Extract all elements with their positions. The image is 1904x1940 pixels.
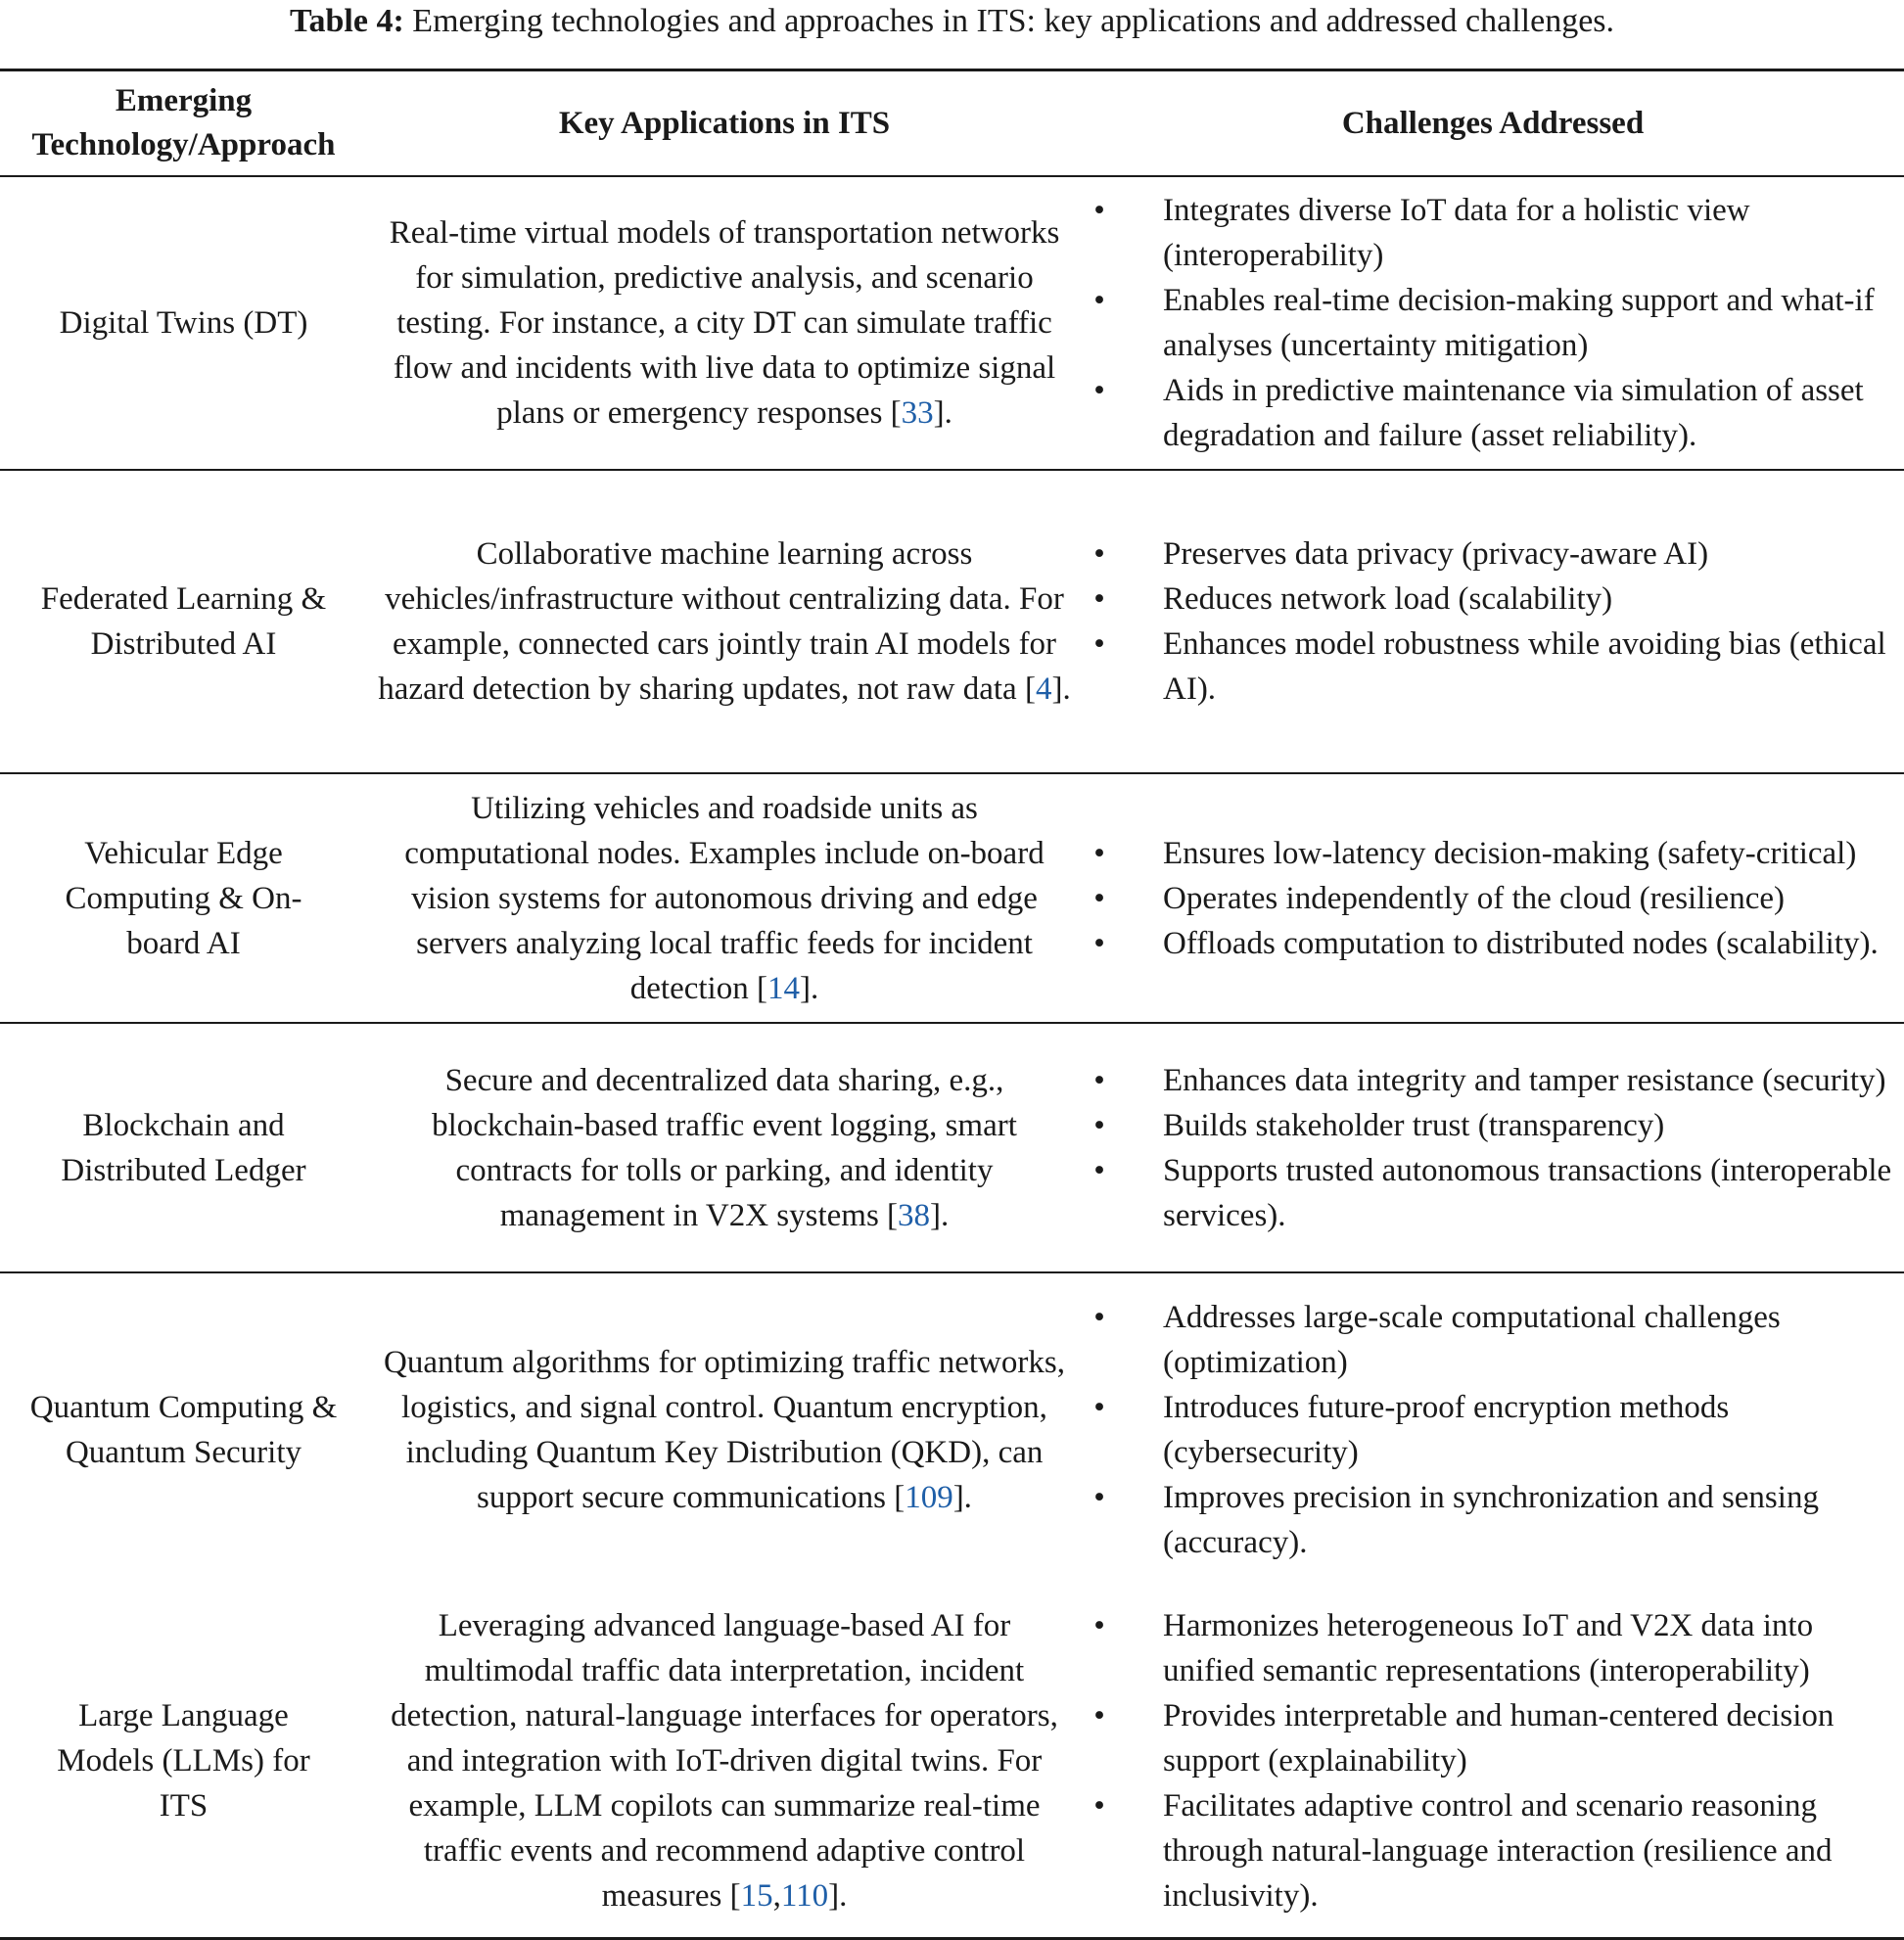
challenges-list: [1082, 831, 1894, 966]
challenge-text: Improves precision in synchronization and sensing (accuracy).: [1163, 1479, 1819, 1560]
application-cell: [367, 176, 1082, 470]
table-row: [0, 773, 1904, 1023]
challenge-text: Operates independently of the cloud (resilience): [1163, 880, 1785, 916]
application-text-end: ].: [799, 970, 819, 1006]
challenge-item: [1082, 278, 1894, 368]
challenge-item: [1082, 1783, 1894, 1918]
table-row: [0, 1586, 1904, 1938]
table-body: [0, 176, 1904, 1938]
application-text-end: ].: [952, 1479, 972, 1515]
caption-label: Table 4:: [289, 3, 404, 39]
bullet-icon: •: [1093, 1479, 1105, 1515]
challenge-text: Aids in predictive maintenance via simulation of asset degradation and failure (asset reliability).: [1163, 373, 1864, 453]
bullet-icon: •: [1093, 626, 1105, 662]
table-row: [0, 1023, 1904, 1272]
challenge-text: Ensures low-latency decision-making (safety-critical): [1163, 835, 1857, 871]
citation-link[interactable]: 38: [898, 1197, 931, 1233]
application-text-end: ].: [828, 1878, 848, 1915]
header-row: [0, 70, 1904, 177]
technology-name: Federated Learning & Distributed AI: [40, 581, 327, 662]
challenges-cell: [1082, 176, 1904, 470]
table-caption: [0, 0, 1904, 43]
technology-cell: [0, 1272, 367, 1586]
challenge-item: [1082, 622, 1894, 712]
bullet-icon: •: [1093, 1152, 1105, 1188]
bullet-icon: •: [1093, 1062, 1105, 1098]
bullet-icon: •: [1093, 1389, 1105, 1425]
citation-separator: ,: [772, 1878, 781, 1915]
bullet-icon: •: [1093, 1788, 1105, 1825]
header-technology-line2: Technology/Approach: [31, 127, 336, 162]
technology-name: Blockchain and Distributed Ledger: [61, 1107, 306, 1188]
technology-name: Digital Twins (DT): [59, 305, 308, 341]
header-technology: [0, 70, 367, 177]
challenge-item: [1082, 577, 1894, 622]
challenge-item: [1082, 1103, 1894, 1148]
technology-cell: [0, 1023, 367, 1272]
challenge-text: Introduces future-proof encryption methods (cybersecurity): [1163, 1389, 1730, 1470]
citation-link[interactable]: 14: [766, 970, 800, 1006]
bullet-icon: •: [1093, 880, 1105, 916]
caption-text: Emerging technologies and approaches in ITS: key applications and addressed challenges.: [412, 3, 1615, 39]
challenge-text: Reduces network load (scalability): [1163, 581, 1613, 617]
application-cell: [367, 773, 1082, 1023]
bullet-icon: •: [1093, 373, 1105, 408]
challenge-text: Provides interpretable and human-centered decision support (explainability): [1163, 1698, 1834, 1779]
technology-cell: [0, 1586, 367, 1938]
application-cell: [367, 1272, 1082, 1586]
challenges-cell: [1082, 773, 1904, 1023]
challenge-text: Integrates diverse IoT data for a holistic view (interoperability): [1163, 193, 1750, 273]
challenge-item: [1082, 1148, 1894, 1238]
technology-cell: [0, 773, 367, 1023]
technology-cell: [0, 470, 367, 773]
challenge-text: Builds stakeholder trust (transparency): [1163, 1107, 1665, 1143]
challenge-item: [1082, 876, 1894, 921]
challenges-list: [1082, 1058, 1894, 1238]
challenge-text: Offloads computation to distributed nodes (scalability).: [1163, 925, 1879, 961]
challenge-text: Harmonizes heterogeneous IoT and V2X data into unified semantic representations (interoperability): [1163, 1608, 1814, 1689]
challenges-cell: [1082, 1023, 1904, 1272]
citation-link[interactable]: 15: [740, 1878, 773, 1915]
challenge-item: [1082, 188, 1894, 278]
challenges-list: [1082, 188, 1894, 458]
bullet-icon: •: [1093, 536, 1105, 572]
application-text: Utilizing vehicles and roadside units as computational nodes. Examples include on-board vision systems for autonomous driving and edge servers analyzing local traffic feeds for incident detection [: [404, 790, 1045, 1006]
table-row: [0, 176, 1904, 470]
technology-cell: [0, 176, 367, 470]
challenges-cell: [1082, 1586, 1904, 1938]
challenge-item: [1082, 921, 1894, 966]
bullet-icon: •: [1093, 1299, 1105, 1335]
citation-link[interactable]: 33: [901, 395, 934, 431]
header-applications: Key Applications in ITS: [367, 70, 1082, 177]
table-row: [0, 1272, 1904, 1586]
challenge-item: [1082, 831, 1894, 876]
challenge-item: [1082, 1603, 1894, 1693]
application-text: Quantum algorithms for optimizing traffic networks, logistics, and signal control. Quantum encryption, including Quantum Key Distribution (QKD), can support secure communications [: [384, 1344, 1065, 1515]
challenges-cell: [1082, 470, 1904, 773]
application-text: Secure and decentralized data sharing, e.g., blockchain-based traffic event logging, smart contracts for tolls or parking, and identity management in V2X systems [: [432, 1062, 1017, 1233]
challenge-item: [1082, 1693, 1894, 1783]
citation-link[interactable]: 109: [905, 1479, 953, 1515]
application-text-end: ].: [933, 395, 952, 431]
bullet-icon: •: [1093, 1608, 1105, 1644]
challenge-text: Enhances data integrity and tamper resistance (security): [1163, 1062, 1886, 1098]
technology-name: Vehicular Edge Computing & On-board AI: [65, 835, 302, 961]
challenge-text: Preserves data privacy (privacy-aware AI): [1163, 536, 1709, 572]
challenge-item: [1082, 1475, 1894, 1565]
application-text: Real-time virtual models of transportation networks for simulation, predictive analysis, and scenario testing. For instance, a city DT can simulate traffic flow and incidents with live data to optimize signal plans or emergency responses [: [389, 215, 1060, 431]
citation-link[interactable]: 4: [1035, 671, 1052, 707]
challenge-text: Enables real-time decision-making support and what-if analyses (uncertainty mitigation): [1163, 283, 1875, 363]
challenges-list: [1082, 1295, 1894, 1565]
bullet-icon: •: [1093, 1107, 1105, 1143]
application-text: Collaborative machine learning across vehicles/infrastructure without centralizing data. For example, connected cars jointly train AI models for hazard detection by sharing updates, not raw data [: [378, 536, 1064, 707]
technology-name: Large Language Models (LLMs) for ITS: [57, 1698, 310, 1825]
challenge-text: Facilitates adaptive control and scenario reasoning through natural-language interaction (resilience and inclusivity).: [1163, 1788, 1833, 1915]
table-header: [0, 70, 1904, 177]
challenge-text: Addresses large-scale computational challenges (optimization): [1163, 1299, 1781, 1380]
application-text-end: ].: [930, 1197, 950, 1233]
challenge-text: Enhances model robustness while avoiding bias (ethical AI).: [1163, 626, 1886, 707]
challenge-text: Supports trusted autonomous transactions (interoperable services).: [1163, 1152, 1892, 1233]
challenges-list: [1082, 1603, 1894, 1918]
challenge-item: [1082, 1385, 1894, 1475]
application-text-end: ].: [1051, 671, 1071, 707]
citation-link[interactable]: 110: [780, 1878, 829, 1915]
technologies-table: [0, 69, 1904, 1940]
bullet-icon: •: [1093, 581, 1105, 617]
challenges-list: [1082, 531, 1894, 712]
technology-name: Quantum Computing & Quantum Security: [29, 1389, 338, 1470]
bullet-icon: •: [1093, 835, 1105, 871]
challenge-item: [1082, 1058, 1894, 1103]
challenge-item: [1082, 531, 1894, 577]
challenge-item: [1082, 1295, 1894, 1385]
header-technology-line1: Emerging: [115, 83, 253, 118]
challenges-cell: [1082, 1272, 1904, 1586]
application-cell: [367, 470, 1082, 773]
application-cell: [367, 1023, 1082, 1272]
header-challenges: Challenges Addressed: [1082, 70, 1904, 177]
table-row: [0, 470, 1904, 773]
bullet-icon: •: [1093, 925, 1105, 961]
bullet-icon: •: [1093, 193, 1105, 228]
bullet-icon: •: [1093, 283, 1105, 318]
application-cell: [367, 1586, 1082, 1938]
challenge-item: [1082, 368, 1894, 458]
application-text: Leveraging advanced language-based AI for multimodal traffic data interpretation, incident detection, natural-language interfaces for operators, and integration with IoT-driven digital twins. For example, LLM copilots can summarize real-time traffic events and recommend adaptive control measures [: [391, 1608, 1058, 1915]
bullet-icon: •: [1093, 1698, 1105, 1734]
